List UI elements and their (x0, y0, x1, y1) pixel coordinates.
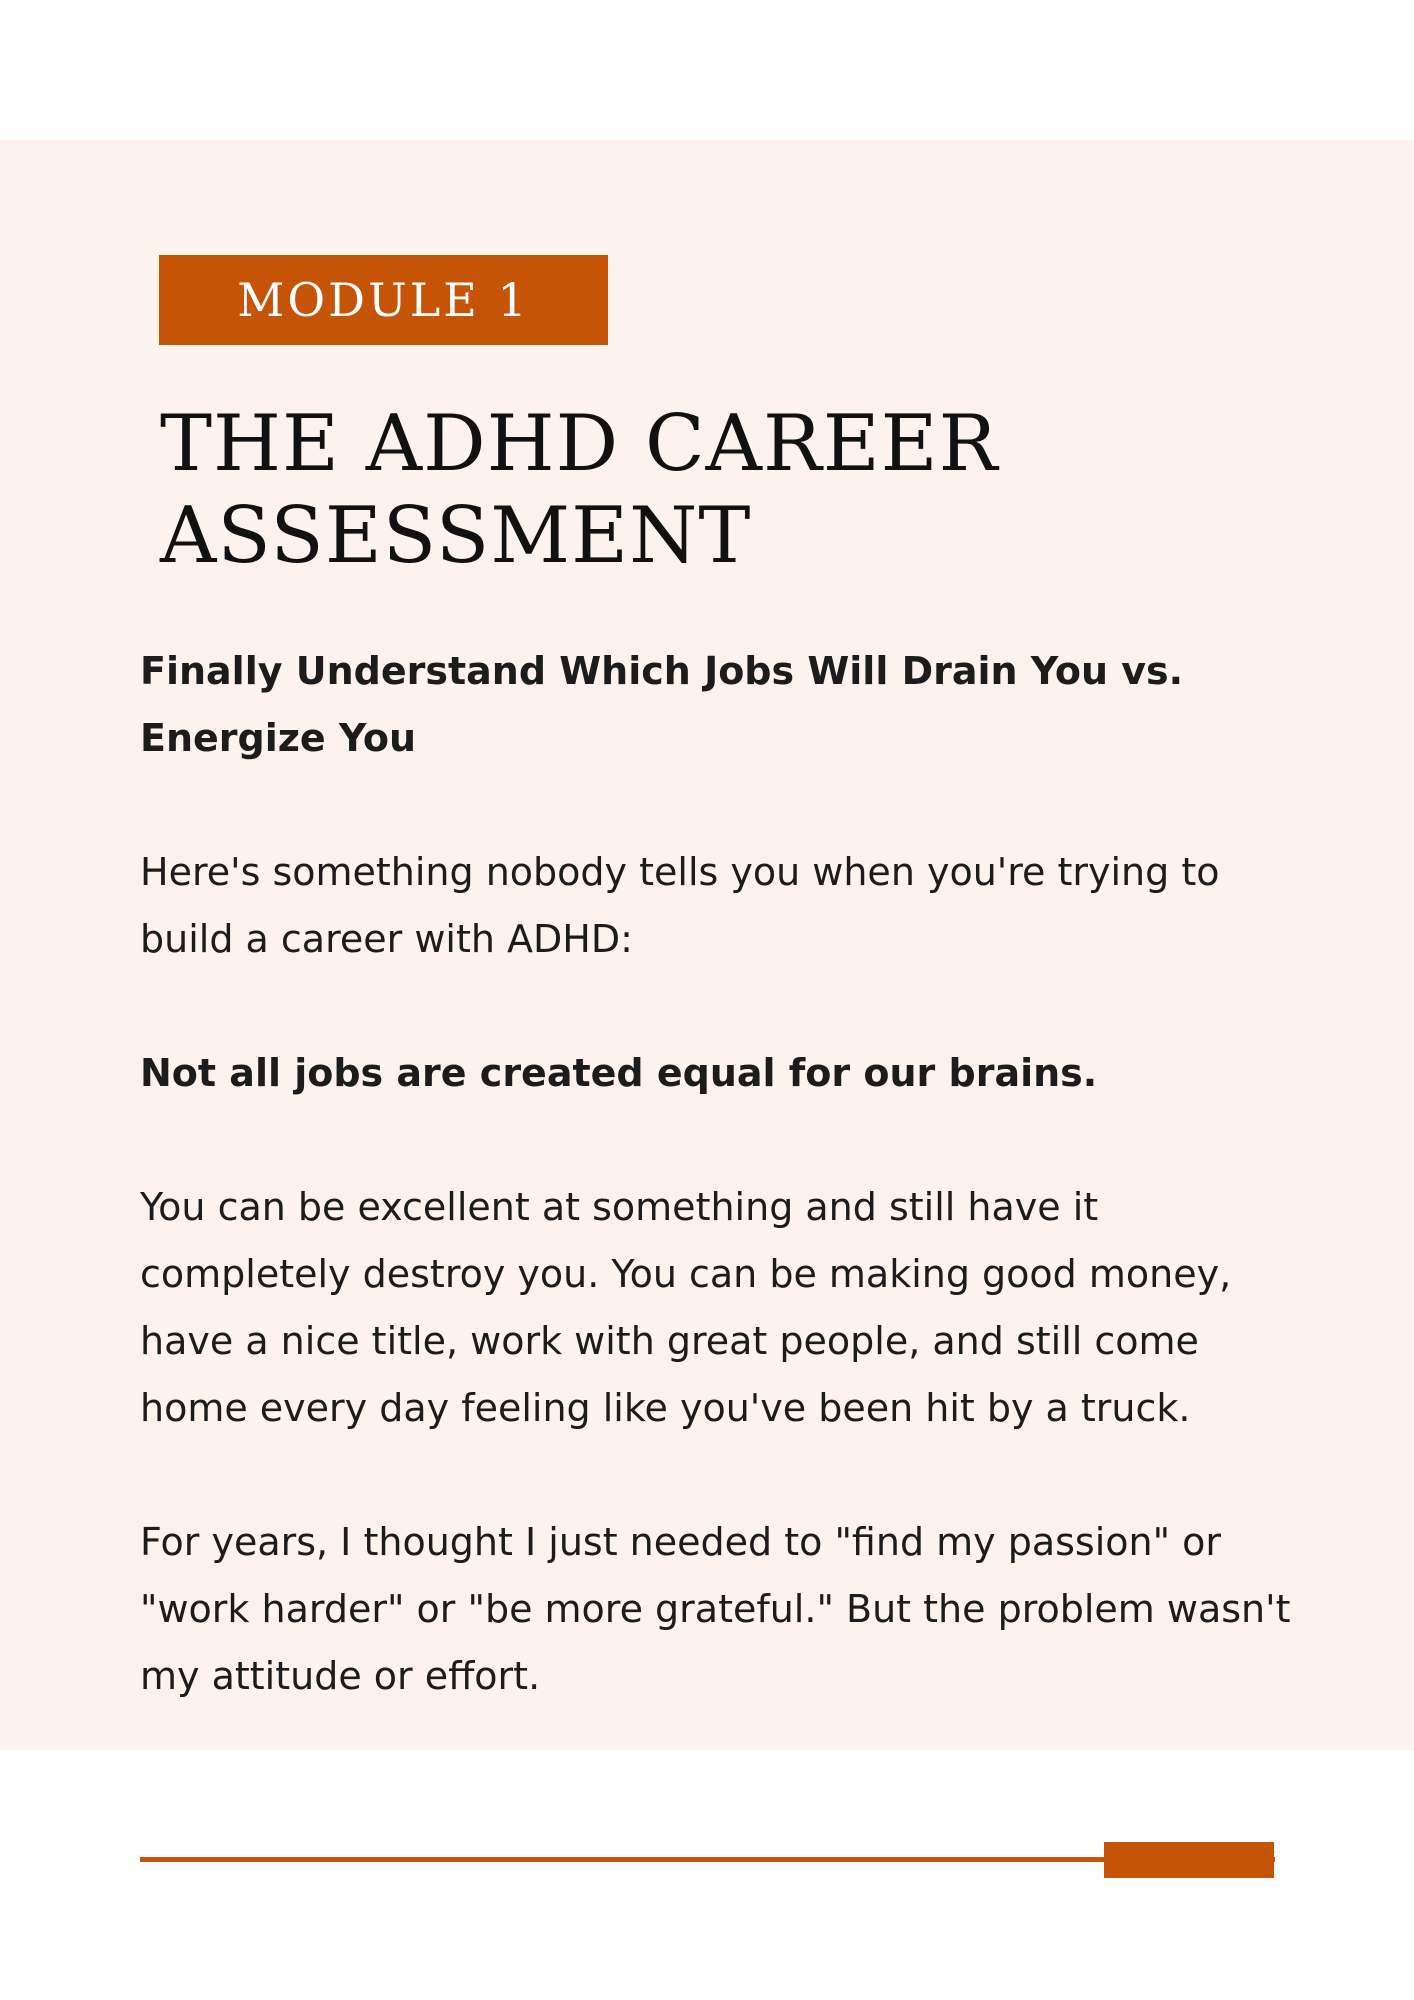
body-content (140, 638, 1300, 1710)
paragraph-excellent: You can be excellent at something and still have it completely destroy you. You can be making good money, have a nice title, work with great people, and still come home every day feeling like you've been hit by a truck. (140, 1185, 1232, 1430)
title-line-1: THE ADHD CAREER (160, 399, 999, 489)
paragraph-for-years: For years, I thought I just needed to "find my passion" or "work harder" or "be more grateful." But the problem wasn't my attitude or effort. (140, 1520, 1291, 1698)
footer-accent-block (1104, 1842, 1274, 1878)
paragraph-intro: Here's something nobody tells you when you're trying to build a career with ADHD: (140, 850, 1220, 961)
paragraph-key-statement: Not all jobs are created equal for our brains. (140, 1051, 1098, 1095)
page-title (160, 398, 998, 582)
module-badge (159, 255, 608, 345)
subtitle: Finally Understand Which Jobs Will Drain You vs. Energize You (140, 649, 1184, 760)
title-line-2: ASSESSMENT (160, 491, 752, 581)
module-label: MODULE 1 (237, 273, 530, 327)
